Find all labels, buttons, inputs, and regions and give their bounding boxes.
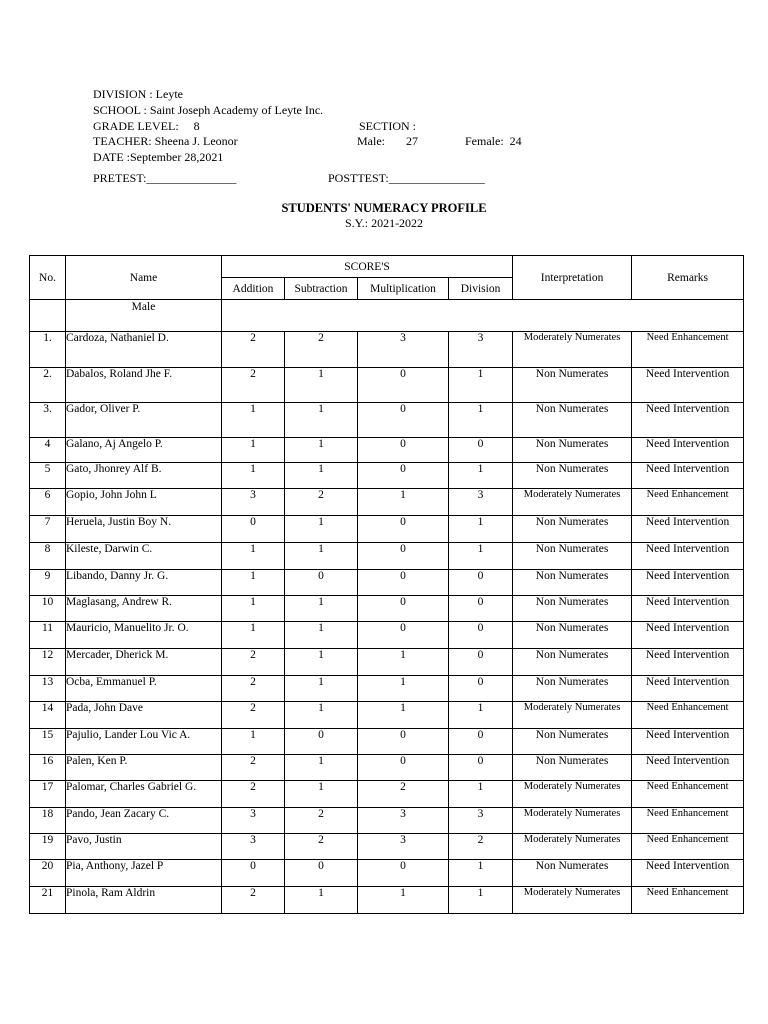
- score-subtraction: 1: [285, 463, 358, 489]
- interpretation: Non Numerates: [513, 755, 632, 781]
- col-header-no: No.: [30, 256, 66, 300]
- teacher-label: TEACHER: Sheena J. Leonor: [93, 134, 238, 148]
- row-number: 6: [30, 489, 66, 516]
- student-name: Pinola, Ram Aldrin: [66, 887, 222, 914]
- student-name: Pando, Jean Zacary C.: [66, 808, 222, 834]
- table-row: [30, 834, 744, 860]
- col-header-addition: Addition: [222, 278, 285, 300]
- interpretation: Non Numerates: [513, 516, 632, 543]
- score-division: 1: [449, 403, 513, 438]
- score-division: 1: [449, 860, 513, 887]
- date-label: DATE :September 28,2021: [93, 150, 224, 164]
- table-row: [30, 543, 744, 570]
- score-subtraction: 1: [285, 781, 358, 808]
- score-addition: 1: [222, 403, 285, 438]
- score-multiplication: 0: [358, 729, 449, 755]
- row-number: 3.: [30, 403, 66, 438]
- score-addition: 1: [222, 543, 285, 570]
- interpretation: Non Numerates: [513, 463, 632, 489]
- table-row: [30, 676, 744, 702]
- row-number: 20: [30, 860, 66, 887]
- document-title: STUDENTS' NUMERACY PROFILE: [281, 201, 487, 215]
- score-division: 1: [449, 702, 513, 729]
- table-row: [30, 368, 744, 403]
- table-row: [30, 622, 744, 649]
- grade-level-label: GRADE LEVEL: 8: [93, 119, 200, 133]
- row-number: 15: [30, 729, 66, 755]
- row-number: 17: [30, 781, 66, 808]
- group-label-male: Male: [66, 300, 222, 332]
- remarks: Need Intervention: [632, 860, 744, 887]
- table-row: [30, 332, 744, 368]
- score-addition: 2: [222, 649, 285, 676]
- remarks: Need Intervention: [632, 543, 744, 570]
- remarks: Need Intervention: [632, 622, 744, 649]
- table-row: [30, 489, 744, 516]
- student-name: Pavo, Justin: [66, 834, 222, 860]
- score-subtraction: 1: [285, 516, 358, 543]
- female-count-label: Female: 24: [465, 134, 522, 148]
- row-number: 18: [30, 808, 66, 834]
- student-name: Gador, Oliver P.: [66, 403, 222, 438]
- pretest-label: PRETEST:_______________: [93, 171, 237, 185]
- score-addition: 1: [222, 570, 285, 596]
- table-row: [30, 887, 744, 914]
- score-division: 3: [449, 332, 513, 368]
- table-row: [30, 516, 744, 543]
- score-division: 1: [449, 543, 513, 570]
- score-addition: 0: [222, 860, 285, 887]
- score-addition: 2: [222, 702, 285, 729]
- remarks: Need Enhancement: [632, 808, 744, 834]
- score-division: 0: [449, 622, 513, 649]
- interpretation: Non Numerates: [513, 596, 632, 622]
- score-division: 0: [449, 676, 513, 702]
- table-row: [30, 438, 744, 463]
- interpretation: Non Numerates: [513, 403, 632, 438]
- score-subtraction: 1: [285, 702, 358, 729]
- score-division: 0: [449, 596, 513, 622]
- row-number: 10: [30, 596, 66, 622]
- score-division: 3: [449, 489, 513, 516]
- row-number: 21: [30, 887, 66, 914]
- col-header-name: Name: [66, 256, 222, 300]
- group-empty-cell: [222, 300, 744, 332]
- score-addition: 2: [222, 755, 285, 781]
- student-name: Dabalos, Roland Jhe F.: [66, 368, 222, 403]
- row-number: 7: [30, 516, 66, 543]
- remarks: Need Intervention: [632, 596, 744, 622]
- score-addition: 2: [222, 368, 285, 403]
- score-multiplication: 1: [358, 702, 449, 729]
- score-subtraction: 1: [285, 368, 358, 403]
- score-subtraction: 2: [285, 332, 358, 368]
- row-number: 13: [30, 676, 66, 702]
- student-name: Palen, Ken P.: [66, 755, 222, 781]
- student-name: Ocba, Emmanuel P.: [66, 676, 222, 702]
- remarks: Need Intervention: [632, 755, 744, 781]
- student-name: Cardoza, Nathaniel D.: [66, 332, 222, 368]
- score-subtraction: 2: [285, 808, 358, 834]
- col-header-division: Division: [449, 278, 513, 300]
- student-name: Pada, John Dave: [66, 702, 222, 729]
- score-subtraction: 1: [285, 438, 358, 463]
- score-multiplication: 2: [358, 781, 449, 808]
- remarks: Need Enhancement: [632, 702, 744, 729]
- remarks: Need Intervention: [632, 403, 744, 438]
- student-name: Mauricio, Manuelito Jr. O.: [66, 622, 222, 649]
- score-division: 0: [449, 570, 513, 596]
- score-division: 0: [449, 755, 513, 781]
- interpretation: Non Numerates: [513, 622, 632, 649]
- row-number: 1.: [30, 332, 66, 368]
- score-multiplication: 0: [358, 596, 449, 622]
- interpretation: Non Numerates: [513, 570, 632, 596]
- interpretation: Moderately Numerates: [513, 489, 632, 516]
- score-addition: 1: [222, 596, 285, 622]
- row-number: 16: [30, 755, 66, 781]
- score-multiplication: 1: [358, 489, 449, 516]
- remarks: Need Enhancement: [632, 887, 744, 914]
- score-multiplication: 0: [358, 860, 449, 887]
- interpretation: Non Numerates: [513, 649, 632, 676]
- score-subtraction: 1: [285, 543, 358, 570]
- table-row: [30, 596, 744, 622]
- row-number: 19: [30, 834, 66, 860]
- score-division: 1: [449, 368, 513, 403]
- score-multiplication: 0: [358, 403, 449, 438]
- row-number: 12: [30, 649, 66, 676]
- interpretation: Moderately Numerates: [513, 808, 632, 834]
- interpretation: Non Numerates: [513, 543, 632, 570]
- row-number: 2.: [30, 368, 66, 403]
- table-row: [30, 649, 744, 676]
- col-header-subtraction: Subtraction: [285, 278, 358, 300]
- score-addition: 2: [222, 887, 285, 914]
- student-name: Gopio, John John L: [66, 489, 222, 516]
- row-number: 11: [30, 622, 66, 649]
- table-row: [30, 781, 744, 808]
- score-division: 1: [449, 463, 513, 489]
- interpretation: Moderately Numerates: [513, 702, 632, 729]
- score-division: 0: [449, 438, 513, 463]
- remarks: Need Intervention: [632, 676, 744, 702]
- score-division: 2: [449, 834, 513, 860]
- section-label: SECTION :: [359, 119, 416, 133]
- interpretation: Non Numerates: [513, 368, 632, 403]
- score-addition: 1: [222, 463, 285, 489]
- remarks: Need Enhancement: [632, 489, 744, 516]
- score-subtraction: 1: [285, 649, 358, 676]
- group-row-male: [30, 300, 744, 332]
- score-subtraction: 1: [285, 676, 358, 702]
- score-multiplication: 1: [358, 649, 449, 676]
- score-multiplication: 0: [358, 368, 449, 403]
- posttest-label: POSTTEST:________________: [328, 171, 485, 185]
- score-addition: 1: [222, 729, 285, 755]
- col-header-remarks: Remarks: [632, 256, 744, 300]
- interpretation: Non Numerates: [513, 729, 632, 755]
- score-multiplication: 3: [358, 834, 449, 860]
- interpretation: Non Numerates: [513, 676, 632, 702]
- interpretation: Moderately Numerates: [513, 887, 632, 914]
- score-division: 0: [449, 649, 513, 676]
- score-addition: 1: [222, 438, 285, 463]
- numeracy-table: [29, 255, 744, 914]
- table-row: [30, 860, 744, 887]
- table-row: [30, 729, 744, 755]
- score-division: 3: [449, 808, 513, 834]
- score-multiplication: 0: [358, 570, 449, 596]
- score-division: 0: [449, 729, 513, 755]
- student-name: Mercader, Dherick M.: [66, 649, 222, 676]
- score-division: 1: [449, 887, 513, 914]
- score-division: 1: [449, 781, 513, 808]
- score-multiplication: 1: [358, 676, 449, 702]
- table-row: [30, 755, 744, 781]
- col-header-multiplication: Multiplication: [358, 278, 449, 300]
- male-count-label: Male: 27: [357, 134, 418, 148]
- division-label: DIVISION : Leyte: [93, 87, 183, 101]
- score-subtraction: 2: [285, 489, 358, 516]
- score-addition: 0: [222, 516, 285, 543]
- score-subtraction: 1: [285, 755, 358, 781]
- remarks: Need Intervention: [632, 729, 744, 755]
- row-number: 5: [30, 463, 66, 489]
- remarks: Need Intervention: [632, 463, 744, 489]
- interpretation: Moderately Numerates: [513, 332, 632, 368]
- score-multiplication: 3: [358, 332, 449, 368]
- student-name: Kileste, Darwin C.: [66, 543, 222, 570]
- remarks: Need Intervention: [632, 570, 744, 596]
- score-addition: 3: [222, 489, 285, 516]
- school-year: S.Y.: 2021-2022: [344, 216, 424, 230]
- score-subtraction: 1: [285, 887, 358, 914]
- student-name: Libando, Danny Jr. G.: [66, 570, 222, 596]
- score-addition: 3: [222, 808, 285, 834]
- score-multiplication: 1: [358, 887, 449, 914]
- score-addition: 2: [222, 332, 285, 368]
- score-subtraction: 2: [285, 834, 358, 860]
- student-name: Palomar, Charles Gabriel G.: [66, 781, 222, 808]
- score-addition: 3: [222, 834, 285, 860]
- score-multiplication: 0: [358, 755, 449, 781]
- table-row: [30, 808, 744, 834]
- row-number: 9: [30, 570, 66, 596]
- score-subtraction: 0: [285, 570, 358, 596]
- interpretation: Moderately Numerates: [513, 781, 632, 808]
- student-name: Pajulio, Lander Lou Vic A.: [66, 729, 222, 755]
- student-name: Maglasang, Andrew R.: [66, 596, 222, 622]
- col-header-interpretation: Interpretation: [513, 256, 632, 300]
- table-row: [30, 463, 744, 489]
- remarks: Need Enhancement: [632, 834, 744, 860]
- score-subtraction: 0: [285, 860, 358, 887]
- score-subtraction: 0: [285, 729, 358, 755]
- score-subtraction: 1: [285, 403, 358, 438]
- student-name: Galano, Aj Angelo P.: [66, 438, 222, 463]
- score-multiplication: 0: [358, 463, 449, 489]
- remarks: Need Enhancement: [632, 332, 744, 368]
- school-label: SCHOOL : Saint Joseph Academy of Leyte Inc.: [93, 103, 324, 117]
- score-subtraction: 1: [285, 596, 358, 622]
- score-division: 1: [449, 516, 513, 543]
- score-addition: 2: [222, 676, 285, 702]
- score-addition: 2: [222, 781, 285, 808]
- table-row: [30, 570, 744, 596]
- remarks: Need Intervention: [632, 368, 744, 403]
- interpretation: Moderately Numerates: [513, 834, 632, 860]
- remarks: Need Intervention: [632, 516, 744, 543]
- table-row: [30, 702, 744, 729]
- score-multiplication: 0: [358, 622, 449, 649]
- score-addition: 1: [222, 622, 285, 649]
- col-header-scores: SCORE'S: [222, 256, 513, 278]
- score-multiplication: 3: [358, 808, 449, 834]
- group-no-cell: [30, 300, 66, 332]
- student-name: Heruela, Justin Boy N.: [66, 516, 222, 543]
- score-multiplication: 0: [358, 438, 449, 463]
- remarks: Need Intervention: [632, 649, 744, 676]
- score-multiplication: 0: [358, 516, 449, 543]
- student-name: Gato, Jhonrey Alf B.: [66, 463, 222, 489]
- score-subtraction: 1: [285, 622, 358, 649]
- row-number: 8: [30, 543, 66, 570]
- interpretation: Non Numerates: [513, 860, 632, 887]
- table-row: [30, 403, 744, 438]
- row-number: 14: [30, 702, 66, 729]
- interpretation: Non Numerates: [513, 438, 632, 463]
- row-number: 4: [30, 438, 66, 463]
- student-name: Pia, Anthony, Jazel P: [66, 860, 222, 887]
- remarks: Need Intervention: [632, 438, 744, 463]
- remarks: Need Enhancement: [632, 781, 744, 808]
- score-multiplication: 0: [358, 543, 449, 570]
